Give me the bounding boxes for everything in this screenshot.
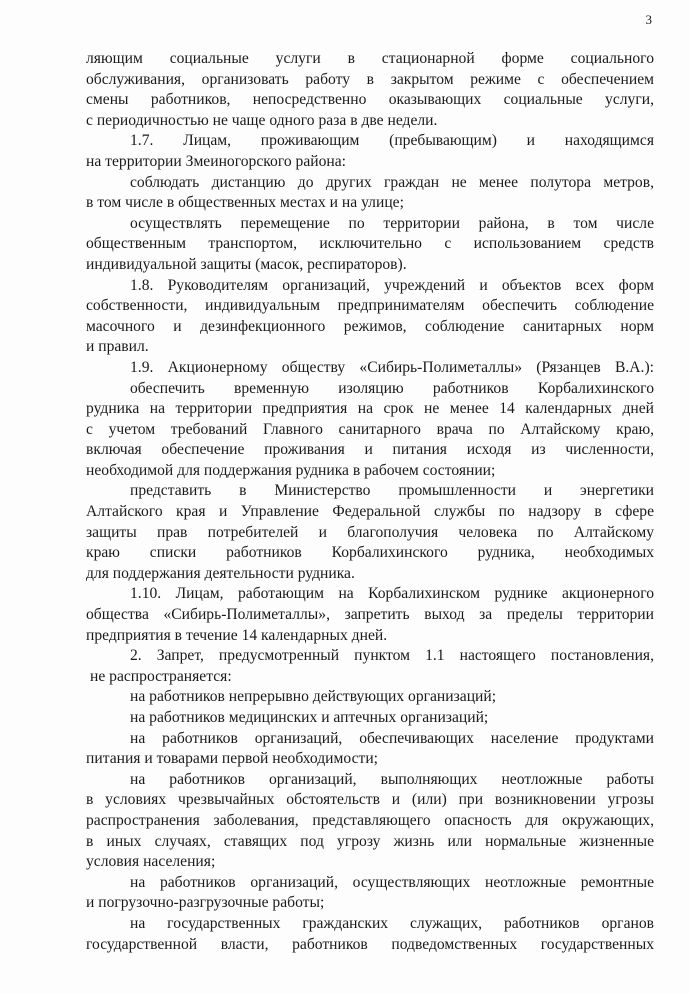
text-line: 1.9. Акционерному обществу «Сибирь-Полиметаллы» (Рязанцев В.А.):	[130, 358, 654, 376]
text-line: рудника на территории предприятия на срок не менее 14 календарных дней	[86, 400, 654, 418]
text-line: ляющим социальные услуги в стационарной форме социального	[86, 50, 654, 67]
text-line: на государственных гражданских служащих, работников органов	[130, 914, 654, 932]
text-line: на работников организаций, осуществляющих неотложные ремонтные	[130, 873, 654, 891]
text-line: обеспечить временную изоляцию работников Корбалихинского	[130, 379, 654, 397]
text-line: представить в Министерство промышленности и энергетики	[130, 482, 654, 500]
page-number: 3	[645, 12, 652, 27]
text-line: защиты прав потребителей и благополучия человека по Алтайскому	[86, 523, 654, 541]
text-line: собственности, индивидуальным предпринимателям обеспечить соблюдение	[86, 297, 654, 315]
text-line: питания и товарами первой необходимости;	[86, 750, 378, 768]
text-line: индивидуальной защиты (масок, респираторов).	[86, 255, 407, 273]
text-line: 2. Запрет, предусмотренный пунктом 1.1 настоящего постановления,	[130, 647, 654, 665]
text-line: краю списки работников Корбалихинского рудника, необходимых	[86, 544, 654, 562]
text-line: соблюдать дистанцию до других граждан не менее полутора метров,	[130, 173, 654, 191]
text-line: 1.10. Лицам, работающим на Корбалихинском руднике акционерного	[130, 585, 654, 603]
text-line: и погрузочно-разгрузочные работы;	[86, 894, 325, 912]
text-line: и правил.	[86, 338, 149, 356]
text-line: в иных случаях, ставящих под угрозу жизнь или нормальные жизненные	[86, 832, 654, 850]
text-line: с периодичностью не чаще одного раза в две недели.	[86, 111, 438, 129]
text-line: осуществлять перемещение по территории района, в том числе	[130, 214, 654, 232]
text-line: с учетом требований Главного санитарного врача по Алтайскому краю,	[86, 420, 654, 438]
text-line: масочного и дезинфекционного режимов, соблюдение санитарных норм	[86, 317, 654, 335]
text-line: в том числе в общественных местах и на улице;	[86, 194, 404, 212]
text-line: в условиях чрезвычайных обстоятельств и (или) при возникновении угрозы	[86, 791, 654, 809]
text-line: общественным транспортом, исключительно с использованием средств	[86, 235, 654, 253]
text-line: распространения заболевания, представляющего опасность для окружающих,	[86, 811, 654, 829]
text-line: не распространяется:	[90, 667, 232, 685]
text-line: обслуживания, организовать работу в закрытом режиме с обеспечением	[86, 70, 654, 88]
document-body	[86, 49, 654, 955]
text-line: общества «Сибирь-Полиметаллы», запретить выход за пределы территории	[86, 606, 654, 624]
text-line: включая обеспечение проживания и питания исходя из численности,	[86, 441, 654, 459]
text-line: смены работников, непосредственно оказывающих социальные услуги,	[86, 91, 654, 109]
text-line: Алтайского края и Управление Федеральной службы по надзору в сфере	[86, 503, 654, 521]
text-line: 1.8. Руководителям организаций, учреждений и объектов всех форм	[130, 276, 654, 294]
text-line: на работников организаций, обеспечивающих население продуктами	[130, 729, 654, 747]
text-line: для поддержания деятельности рудника.	[86, 564, 355, 582]
text-line: на работников непрерывно действующих организаций;	[130, 688, 497, 706]
text-line: на территории Змеиногорского района:	[86, 152, 346, 170]
text-line: предприятия в течение 14 календарных дней.	[86, 626, 388, 644]
text-line: государственной власти, работников подведомственных государственных	[86, 935, 654, 953]
text-line: на работников медицинских и аптечных организаций;	[130, 709, 489, 726]
text-line: на работников организаций, выполняющих неотложные работы	[130, 770, 654, 788]
text-line: 1.7. Лицам, проживающим (пребывающим) и находящимся	[130, 132, 654, 150]
text-line: условия населения;	[86, 853, 216, 871]
text-line: необходимой для поддержания рудника в рабочем состоянии;	[86, 461, 496, 479]
